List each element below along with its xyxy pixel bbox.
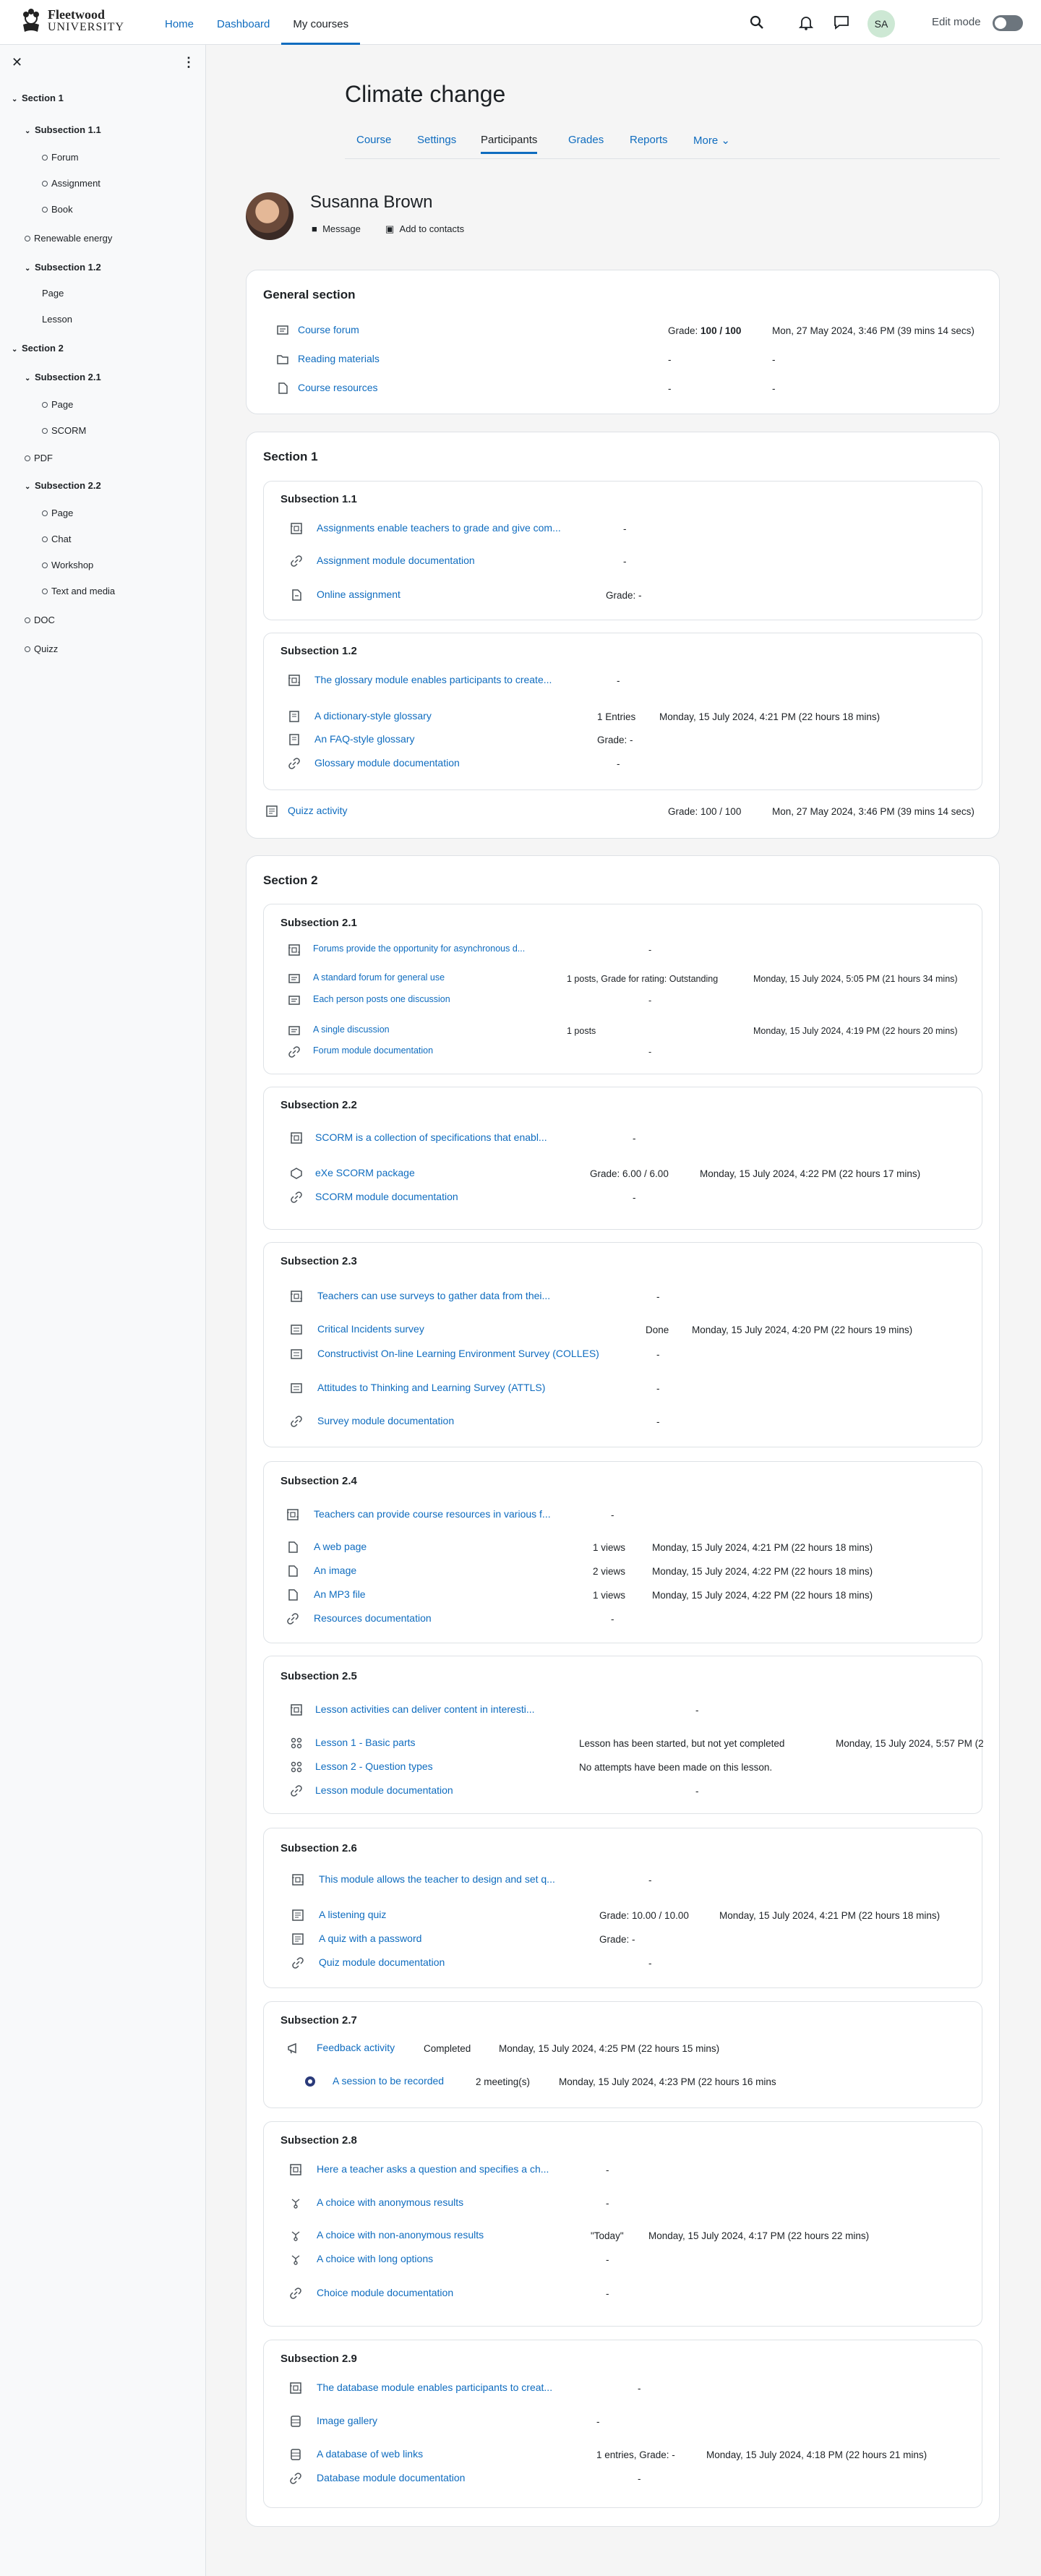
activity-info: 1 entries, Grade: - <box>596 2449 675 2460</box>
kebab-menu-icon[interactable]: ⋮ <box>182 55 195 69</box>
user-avatar[interactable]: SA <box>868 10 895 38</box>
activity-link[interactable]: An MP3 file <box>314 1588 366 1600</box>
activity-date: Monday, 15 July 2024, 4:21 PM (22 hours 18 mins) <box>659 711 881 722</box>
activity-info: Grade: 10.00 / 10.00 <box>599 1910 689 1921</box>
activity-info: - <box>623 556 627 567</box>
subsection-card <box>263 1087 982 1230</box>
activity-info: - <box>606 2254 609 2265</box>
link-icon <box>288 757 301 770</box>
subsection-title: Subsection 2.8 <box>280 2134 357 2147</box>
activity-link[interactable]: Assignments enable teachers to grade and give com... <box>317 522 561 534</box>
activity-date: Monday, 15 July 2024, 4:23 PM (22 hours 16 mins <box>559 2076 776 2087</box>
activity-info: - <box>656 1383 660 1394</box>
grade-label: Grade: <box>668 325 698 336</box>
secondary-nav-tabs <box>345 127 1000 159</box>
course-index-label: Assignment <box>51 178 100 189</box>
activity-link[interactable]: Online assignment <box>317 589 400 600</box>
course-index-item[interactable] <box>42 152 79 163</box>
grade-info <box>668 383 672 394</box>
course-index-label: Workshop <box>51 560 94 570</box>
choice-icon <box>289 2253 302 2266</box>
activity-link[interactable]: eXe SCORM package <box>315 1167 415 1178</box>
grade-value: 100 / 100 <box>701 325 742 336</box>
course-index-label: Subsection 1.2 <box>35 262 101 273</box>
course-index-label: Chat <box>51 534 72 544</box>
course-index-label: Book <box>51 204 73 215</box>
activity-info: - <box>606 2288 609 2299</box>
activity-link[interactable]: A choice with anonymous results <box>317 2196 464 2208</box>
glossary-icon <box>288 710 301 723</box>
forum-icon <box>288 994 301 1007</box>
course-index-label: Subsection 2.2 <box>35 480 101 491</box>
course-index-item[interactable] <box>42 508 73 518</box>
activity-date: Monday, 15 July 2024, 5:05 PM (21 hours 34 mins) <box>753 974 958 984</box>
course-index-item[interactable] <box>25 372 101 382</box>
activity-info: 1 views <box>593 1542 626 1553</box>
subsection-title: Subsection 1.2 <box>280 645 357 657</box>
quiz-icon <box>291 1909 304 1922</box>
text-media-icon <box>290 522 303 535</box>
link-icon <box>288 1045 301 1058</box>
close-icon[interactable]: ✕ <box>12 55 23 69</box>
choice-icon <box>289 2229 302 2242</box>
activity-link[interactable]: Choice module documentation <box>317 2287 454 2298</box>
course-index-label: PDF <box>34 453 53 463</box>
edit-mode-toggle[interactable] <box>993 15 1023 31</box>
activity-link[interactable]: Feedback activity <box>317 2042 395 2053</box>
course-index-item[interactable] <box>25 643 58 654</box>
completion-circle-icon <box>42 155 48 161</box>
activity-date: Monday, 15 July 2024, 4:21 PM (22 hours 18 mins) <box>719 1910 941 1921</box>
assignment-icon <box>290 589 303 602</box>
activity-info: No attempts have been made on this lesson. <box>579 1762 773 1773</box>
participant-avatar <box>246 192 294 240</box>
activity-info: "Today" <box>591 2230 624 2241</box>
text-media-icon <box>290 1131 303 1144</box>
nav-my-courses[interactable]: My courses <box>281 0 360 45</box>
text-media-icon <box>290 1703 303 1716</box>
course-index-label: Lesson <box>42 314 72 325</box>
glossary-icon <box>288 733 301 746</box>
activity-info: - <box>656 1416 660 1427</box>
forum-icon <box>276 324 289 337</box>
activity-date: Monday, 15 July 2024, 4:22 PM (22 hours 18 mins) <box>652 1590 873 1601</box>
activity-link[interactable]: Here a teacher asks a question and specifies a ch... <box>317 2163 549 2175</box>
activity-link[interactable]: Constructivist On-line Learning Environment Survey (COLLES) <box>317 1348 599 1359</box>
course-index-label: Page <box>51 508 74 518</box>
message-button[interactable] <box>312 223 361 234</box>
activity-link[interactable]: Survey module documentation <box>317 1415 455 1426</box>
course-index-item[interactable] <box>25 615 55 625</box>
grade-label: - <box>668 354 672 365</box>
completion-circle-icon <box>42 207 48 213</box>
subsection-title: Subsection 2.6 <box>280 1842 357 1854</box>
activity-info: - <box>623 523 627 534</box>
text-media-icon <box>286 1508 299 1521</box>
activity-info: 1 posts <box>567 1026 596 1036</box>
course-index-label: Section 1 <box>22 93 64 103</box>
activity-link[interactable]: This module allows the teacher to design and set q... <box>319 1873 555 1885</box>
activity-link[interactable]: Glossary module documentation <box>314 757 460 769</box>
grade-info <box>668 325 741 336</box>
course-index-label: SCORM <box>51 425 87 436</box>
toggle-knob <box>995 17 1006 29</box>
text-media-icon <box>289 2382 302 2395</box>
course-index-label: Page <box>42 288 64 299</box>
activity-link[interactable]: Course forum <box>298 324 359 335</box>
course-index-item[interactable] <box>42 586 115 596</box>
activity-info: Grade: 6.00 / 6.00 <box>590 1168 669 1179</box>
folder-icon <box>276 353 289 366</box>
activity-info: - <box>606 2165 609 2175</box>
tab-grades[interactable]: Grades <box>568 134 604 146</box>
activity-info: Done <box>646 1325 669 1335</box>
activity-info: - <box>633 1192 636 1203</box>
activity-info: - <box>638 2383 641 2394</box>
subsection-card <box>263 2001 982 2108</box>
activity-date: Monday, 15 July 2024, 4:22 PM (22 hours 18 mins) <box>652 1566 873 1577</box>
tab-reports[interactable]: Reports <box>630 134 668 146</box>
completion-circle-icon <box>42 536 48 542</box>
page-title: Climate change <box>345 81 506 107</box>
university-crest-icon <box>17 7 45 35</box>
site-logo[interactable] <box>17 7 124 35</box>
activity-link[interactable]: A database of web links <box>317 2448 424 2460</box>
chevron-down-icon: ⌄ <box>721 134 730 147</box>
activity-info: - <box>648 996 652 1006</box>
activity-info: Lesson has been started, but not yet completed <box>579 1738 785 1749</box>
activity-link[interactable]: Each person posts one discussion <box>313 994 450 1004</box>
course-index-label: Text and media <box>51 586 116 596</box>
course-index-label: Section 2 <box>22 343 64 354</box>
subsection-title: Subsection 2.2 <box>280 1099 357 1111</box>
activity-link[interactable]: A choice with long options <box>317 2253 434 2264</box>
lesson-icon <box>290 1737 303 1750</box>
chat-bubble-icon: ■ <box>312 223 317 234</box>
activity-info: - <box>656 1349 660 1360</box>
course-index-label: Renewable energy <box>34 233 113 244</box>
activity-link[interactable]: Attitudes to Thinking and Learning Survey (ATTLS) <box>317 1382 546 1393</box>
survey-icon <box>290 1348 303 1361</box>
survey-icon <box>290 1382 303 1395</box>
forum-icon <box>288 972 301 985</box>
activity-info: - <box>633 1133 636 1144</box>
subsection-title: Subsection 2.4 <box>280 1475 357 1487</box>
completion-circle-icon <box>42 510 48 516</box>
section-title: Section 2 <box>263 873 318 887</box>
activity-date: Mon, 27 May 2024, 3:46 PM (39 mins 14 secs) <box>772 325 974 336</box>
tab-more[interactable] <box>693 134 730 153</box>
bigbluebutton-icon <box>304 2075 317 2088</box>
activity-info: - <box>695 1786 699 1797</box>
link-icon <box>290 1415 303 1428</box>
file-icon <box>286 1588 299 1601</box>
add-contact-label: Add to contacts <box>399 223 465 234</box>
activity-link[interactable]: A choice with non-anonymous results <box>317 2229 484 2241</box>
activity-link[interactable]: An image <box>314 1565 357 1576</box>
subsection-title: Subsection 2.1 <box>280 917 357 929</box>
course-index-item[interactable] <box>42 560 93 570</box>
subsection-title: Subsection 2.3 <box>280 1255 357 1267</box>
edit-mode-label: Edit mode <box>932 16 981 28</box>
brand-line2: UNIVERSITY <box>48 21 124 33</box>
completion-circle-icon <box>42 562 48 568</box>
add-contact-button[interactable] <box>385 223 464 235</box>
completion-circle-icon <box>42 428 48 434</box>
course-index-item[interactable] <box>25 233 112 244</box>
activity-date: Monday, 15 July 2024, 4:19 PM (22 hours 20 mins) <box>753 1026 958 1036</box>
activity-info: Completed <box>424 2043 471 2054</box>
course-index-item[interactable] <box>42 399 73 410</box>
tab-settings[interactable]: Settings <box>417 134 457 146</box>
chevron-down-icon[interactable]: ⌄ <box>12 95 18 103</box>
activity-info: - <box>638 2473 641 2484</box>
course-index-item[interactable] <box>42 204 73 215</box>
section-title: Section 1 <box>263 450 318 463</box>
activity-date: Monday, 15 July 2024, 4:22 PM (22 hours 17 mins) <box>700 1168 921 1179</box>
activity-link[interactable]: Lesson module documentation <box>315 1784 453 1796</box>
course-index-item[interactable] <box>25 453 53 463</box>
subsection-title: Subsection 2.5 <box>280 1670 357 1682</box>
survey-icon <box>290 1323 303 1336</box>
file-icon <box>286 1541 299 1554</box>
activity-info: - <box>611 1510 614 1520</box>
course-index-label: Subsection 2.1 <box>35 372 101 382</box>
text-media-icon <box>290 1290 303 1303</box>
brand-line1: Fleetwood <box>48 7 105 22</box>
activity-date: Monday, 15 July 2024, 5:57 PM (2 <box>836 1738 984 1749</box>
completion-circle-icon <box>25 455 30 461</box>
activity-info: - <box>648 1875 652 1886</box>
activity-date: Monday, 15 July 2024, 4:20 PM (22 hours 19 mins) <box>692 1325 913 1335</box>
activity-link[interactable]: Image gallery <box>317 2415 378 2426</box>
nav-home[interactable]: Home <box>165 18 194 30</box>
bell-icon[interactable] <box>797 14 815 31</box>
activity-info: - <box>606 2198 609 2209</box>
activity-link[interactable]: Teachers can provide course resources in various f... <box>314 1508 551 1520</box>
activity-date: Monday, 15 July 2024, 4:17 PM (22 hours 22 mins) <box>648 2230 870 2241</box>
subsection-title: Subsection 2.9 <box>280 2353 357 2365</box>
quiz-icon <box>291 1933 304 1946</box>
tab-course[interactable]: Course <box>356 134 392 146</box>
activity-link[interactable]: Forums provide the opportunity for asynchronous d... <box>313 943 526 954</box>
messages-icon[interactable] <box>833 14 850 31</box>
text-media-icon <box>288 674 301 687</box>
activity-link[interactable]: The glossary module enables participants to create... <box>314 674 552 685</box>
course-index-label: Page <box>51 399 74 410</box>
activity-link[interactable]: Course resources <box>298 382 378 393</box>
activity-link[interactable]: A standard forum for general use <box>313 972 445 983</box>
course-index-label: Subsection 1.1 <box>35 124 101 135</box>
link-icon <box>290 1191 303 1204</box>
activity-date: Monday, 15 July 2024, 4:18 PM (22 hours 21 mins) <box>706 2449 928 2460</box>
feedback-icon <box>287 2042 300 2055</box>
grade-info: Grade: 100 / 100 <box>668 806 742 817</box>
activity-info: - <box>617 758 620 769</box>
course-index-item[interactable] <box>42 288 64 299</box>
activity-info: 1 views <box>593 1590 626 1601</box>
participant-name: Susanna Brown <box>310 192 433 212</box>
file-icon <box>286 1565 299 1578</box>
course-index-item[interactable] <box>42 178 100 189</box>
activity-link[interactable]: A dictionary-style glossary <box>314 710 432 722</box>
activity-info: - <box>648 945 652 955</box>
link-icon <box>286 1612 299 1625</box>
completion-circle-icon <box>25 236 30 241</box>
chevron-down-icon[interactable]: ⌄ <box>25 127 31 135</box>
message-label: Message <box>322 223 361 234</box>
chevron-down-icon[interactable]: ⌄ <box>25 265 31 273</box>
activity-link[interactable]: Lesson 2 - Question types <box>315 1760 433 1772</box>
activity-link[interactable]: A quiz with a password <box>319 1933 422 1944</box>
activity-link[interactable]: Lesson 1 - Basic parts <box>315 1737 416 1748</box>
completion-circle-icon <box>25 646 30 652</box>
activity-info: Grade: - <box>599 1934 635 1945</box>
course-index-item[interactable] <box>25 262 101 273</box>
database-icon <box>289 2415 302 2428</box>
activity-info: Grade: - <box>606 590 642 601</box>
activity-link[interactable]: SCORM is a collection of specifications that enabl... <box>315 1131 547 1143</box>
activity-info: 1 Entries <box>597 711 636 722</box>
chevron-down-icon[interactable]: ⌄ <box>25 375 31 382</box>
quiz-icon <box>265 805 278 818</box>
activity-info: 1 posts, Grade for rating: Outstanding <box>567 974 719 984</box>
activity-info: - <box>695 1705 699 1716</box>
chevron-down-icon[interactable]: ⌄ <box>25 483 31 491</box>
chevron-down-icon[interactable]: ⌄ <box>12 346 18 354</box>
file-icon <box>276 382 289 395</box>
course-index-item[interactable] <box>25 124 101 135</box>
activity-info: - <box>648 1047 652 1057</box>
activity-link[interactable]: A web page <box>314 1541 367 1552</box>
text-media-icon <box>291 1873 304 1886</box>
link-icon <box>289 2472 302 2485</box>
activity-link[interactable]: Forum module documentation <box>313 1045 434 1056</box>
activity-link[interactable]: Database module documentation <box>317 2472 466 2483</box>
text-media-icon <box>288 943 301 957</box>
activity-link[interactable]: A single discussion <box>313 1024 390 1035</box>
activity-link[interactable]: Teachers can use surveys to gather data from thei... <box>317 1290 551 1301</box>
course-index-item[interactable] <box>12 93 64 103</box>
course-index-drawer <box>0 45 206 2576</box>
link-icon <box>291 1956 304 1969</box>
activity-link[interactable]: Reading materials <box>298 353 380 364</box>
activity-info: - <box>617 675 620 686</box>
link-icon <box>290 1784 303 1797</box>
lesson-icon <box>290 1760 303 1773</box>
choice-icon <box>289 2196 302 2209</box>
activity-link[interactable]: A session to be recorded <box>333 2075 445 2087</box>
nav-dashboard[interactable]: Dashboard <box>217 18 270 30</box>
database-icon <box>289 2448 302 2461</box>
grade-info <box>668 354 672 365</box>
activity-info: - <box>648 1958 652 1969</box>
activity-link[interactable]: Quizz activity <box>288 805 348 816</box>
activity-link[interactable]: Assignment module documentation <box>317 555 475 566</box>
course-index-label: Quizz <box>34 643 59 654</box>
course-index-label: DOC <box>34 615 55 625</box>
completion-circle-icon <box>42 589 48 594</box>
activity-link[interactable]: The database module enables participants to creat... <box>317 2382 553 2393</box>
activity-info: Grade: - <box>597 735 633 745</box>
activity-link[interactable]: Critical Incidents survey <box>317 1323 424 1335</box>
course-index-item[interactable] <box>25 480 101 491</box>
section-title: General section <box>263 288 356 301</box>
course-index-item[interactable] <box>42 534 71 544</box>
activity-link[interactable]: An FAQ-style glossary <box>314 733 415 745</box>
activity-link[interactable]: Resources documentation <box>314 1612 432 1624</box>
link-icon <box>290 555 303 568</box>
scorm-icon <box>290 1167 303 1180</box>
activity-date: - <box>772 354 776 365</box>
tab-more-label: More <box>693 134 719 147</box>
course-index-item[interactable] <box>42 425 86 436</box>
activity-link[interactable]: Lesson activities can deliver content in interesti... <box>315 1703 535 1715</box>
address-card-icon: ▣ <box>385 223 395 234</box>
activity-link[interactable]: A listening quiz <box>319 1909 387 1920</box>
course-index-label: Forum <box>51 152 79 163</box>
activity-info: - <box>611 1614 614 1625</box>
subsection-title: Subsection 2.7 <box>280 2014 357 2027</box>
grade-label: - <box>668 383 672 394</box>
completion-circle-icon <box>42 402 48 408</box>
course-index-item[interactable] <box>42 314 72 325</box>
activity-info: 2 views <box>593 1566 626 1577</box>
activity-link[interactable]: SCORM module documentation <box>315 1191 458 1202</box>
text-media-icon <box>289 2163 302 2176</box>
forum-icon <box>288 1024 301 1037</box>
activity-link[interactable]: Quiz module documentation <box>319 1956 445 1968</box>
completion-circle-icon <box>25 617 30 623</box>
course-index-item[interactable] <box>12 343 64 354</box>
activity-info: - <box>596 2416 600 2427</box>
activity-info: 2 meeting(s) <box>476 2076 531 2087</box>
tab-participants[interactable]: Participants <box>481 134 537 154</box>
subsection-title: Subsection 1.1 <box>280 493 357 505</box>
activity-info: - <box>656 1291 660 1302</box>
activity-date: Monday, 15 July 2024, 4:21 PM (22 hours 18 mins) <box>652 1542 873 1553</box>
search-icon[interactable] <box>748 14 766 31</box>
link-icon <box>289 2287 302 2300</box>
activity-date: Monday, 15 July 2024, 4:25 PM (22 hours 15 mins) <box>499 2043 720 2054</box>
activity-date: Mon, 27 May 2024, 3:46 PM (39 mins 14 secs) <box>772 806 974 817</box>
completion-circle-icon <box>42 181 48 187</box>
activity-date: - <box>772 383 776 394</box>
top-navbar <box>0 0 1041 45</box>
